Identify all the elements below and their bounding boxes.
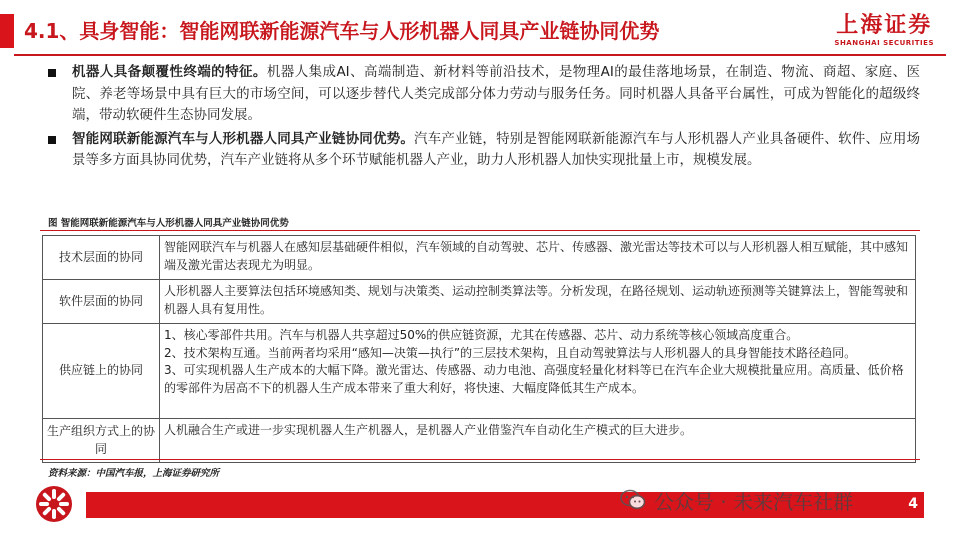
row-content: [160, 324, 916, 419]
figure-bottom-rule: [40, 459, 920, 460]
table-row: [43, 324, 916, 419]
logo-english-name: SHANGHAI SECURITIES: [834, 39, 934, 47]
row-text: 2、技术架构互通。当前两者均采用“感知—决策—执行”的三层技术架构，且自动驾驶算法与人形机器人的具身智能技术路径趋同。: [164, 345, 857, 360]
row-content: [160, 280, 916, 324]
row-content: [160, 236, 916, 280]
row-text: 3、可实现机器人生产成本的大幅下降。激光雷达、传感器、动力电池、高强度轻量化材料等已在汽车企业大规模批量应用。高质量、低价格的零部件为居高不下的机器人生产成本带来了重大利好，将快速、大幅度降低其生产成本。: [164, 363, 904, 395]
square-bullet-icon: [48, 136, 56, 144]
figure-top-rule: [40, 230, 920, 231]
wechat-icon: [620, 489, 646, 511]
company-logo: [834, 14, 934, 48]
source-note: 资料来源：中国汽车报，上海证券研究所: [48, 468, 220, 479]
page-number: 4: [908, 496, 918, 512]
watermark: [620, 482, 853, 518]
row-text: 智能网联汽车与机器人在感知层基础硬件相似，汽车领域的自动驾驶、芯片、传感器、激光雷达等技术可以与人形机器人相互赋能，其中感知端及激光雷达表现尤为明显。: [164, 240, 909, 272]
row-header: 软件层面的协同: [43, 280, 160, 324]
title-divider: [14, 54, 946, 56]
synergy-table: [42, 235, 916, 463]
row-text: 人形机器人主要算法包括环境感知类、规划与决策类、运动控制类算法等。分析发现，在路径规划、运动轨迹预测等关键算法上，智能驾驶和机器人具有复用性。: [164, 284, 909, 316]
square-bullet-icon: [48, 69, 56, 77]
table-row: [43, 236, 916, 280]
bullet-text: 机器人集成AI、高端制造、新材料等前沿技术，是物理AI的最佳落地场景，在制造、物流、商超、家庭、医院、养老等场景中具有巨大的市场空间，可以逐步替代人类完成部分体力劳动与服务任务。同时机器人具备平台属性，可成为智能化的超级终端，带动软硬件生态协同发展。: [72, 64, 921, 123]
row-text: 1、核心零部件共用。汽车与机器人共享超过50%的供应链资源，尤其在传感器、芯片、动力系统等核心领域高度重合。: [164, 328, 799, 342]
bullet-item: [48, 129, 920, 172]
table-row: [43, 280, 916, 324]
logo-chinese-name: 上海证券: [836, 13, 933, 38]
table-row: [43, 419, 916, 463]
row-header: 生产组织方式上的协同: [43, 419, 160, 463]
bullet-lead: 智能网联新能源汽车与人形机器人同具产业链协同优势。: [72, 130, 415, 147]
page-title: 4.1、具身智能：智能网联新能源汽车与人形机器人同具产业链协同优势: [24, 19, 660, 43]
figure-caption: 图 智能网联新能源汽车与人形机器人同具产业链协同优势: [48, 218, 289, 229]
bullet-item: [48, 62, 920, 127]
bullet-lead: 机器人具备颠覆性终端的特征。: [72, 64, 267, 80]
bullet-list: [48, 62, 920, 174]
bullet-text: 汽车产业链，特别是智能网联新能源汽车与人形机器人产业具备硬件、软件、应用场景等多方面具协同优势，汽车产业链将从多个环节赋能机器人产业，助力人形机器人加快实现批量上市，规模发展。: [72, 130, 921, 168]
watermark-text: 公众号 · 未来汽车社群: [654, 489, 854, 514]
row-header: 技术层面的协同: [43, 236, 160, 280]
company-seal-icon: [34, 484, 74, 524]
row-text: 人机融合生产或进一步实现机器人生产机器人，是机器人产业借鉴汽车自动化生产模式的巨大进步。: [164, 423, 693, 437]
row-content: [160, 419, 916, 463]
title-accent-bar: [0, 14, 14, 48]
row-header: 供应链上的协同: [43, 324, 160, 419]
